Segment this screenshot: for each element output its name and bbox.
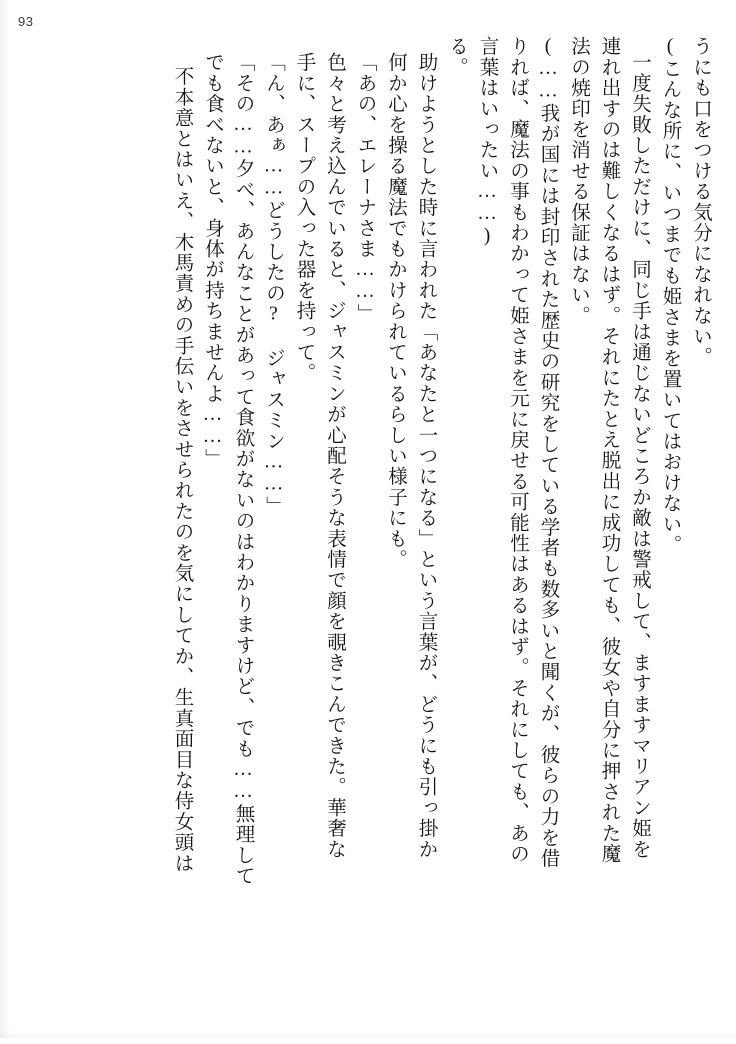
text-line: でも食べないと、身体が持ちませんよ……」 [202,52,223,469]
page-number: 93 [18,14,34,29]
page-edge-shading-left [0,0,10,1038]
text-line: うにも口をつける気分になれない。 [690,36,711,368]
text-line: る。 [446,36,467,78]
text-line: 手に、スープの入った器を持って。 [293,52,315,384]
text-line: 不本意とはいえ、木馬責めの手伝いをさせられたのを気にしてか、生真面目な侍女頭は [171,66,193,874]
text-line: 「あの、エレーナさま……」 [354,52,376,325]
text-line: (……我が国には封印された歴史の研究をしている学者も数多いと聞くが、彼らの力を借 [537,36,559,869]
text-line: 「ん、あぁ……どうしたの? ジャスミン……」 [263,52,284,517]
text-line: 法の焼印を消せる保証はない。 [568,36,589,326]
page-edge-shading-bottom [0,1030,736,1038]
text-line: りれば、魔法の事もわかって姫さまを元に戻せる可能性はあるはず。それにしても、あの [507,36,528,864]
text-line: 色々と考え込んでいると、ジャスミンが心配そうな表情で顔を覗きこんできた。華奢な [324,52,345,860]
text-line: 「その……夕べ、あんなことがあって食欲がないのはわかりますけど、でも……無理して [232,52,254,886]
text-line: 連れ出すのは難しくなるはず。それにたとえ脱出に成功しても、彼女や自分に押された魔 [598,36,620,864]
text-line: 言葉はいったい……) [476,36,498,248]
text-line: (こんな所に、いつまでも姫さまを置いてはおけない。 [659,36,681,555]
text-line: 一度失敗しただけに、同じ手は通じないどころか敵は警戒して、ますますマリアン姫を [629,52,650,860]
text-line: 助けようとした時に言われた「あなたと一つになる」という言葉が、どうにも引っ掛か [415,52,437,860]
vertical-text-body [52,36,710,1014]
text-line: 何か心を操る魔法でもかけられているらしい様子にも。 [385,52,406,570]
